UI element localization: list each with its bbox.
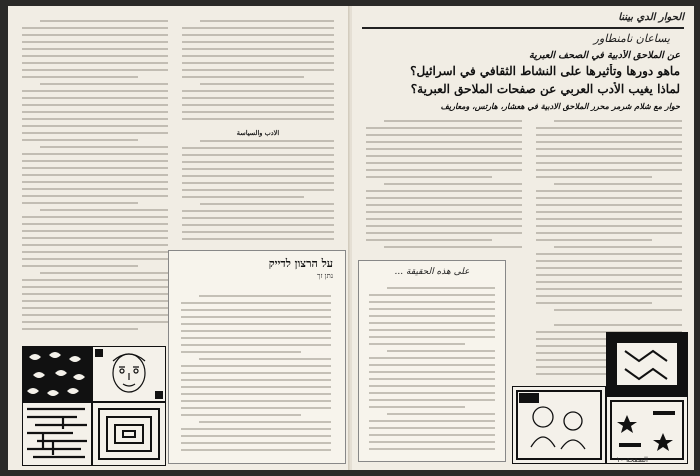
text-line bbox=[182, 104, 334, 106]
text-line bbox=[536, 302, 652, 304]
text-line bbox=[536, 169, 682, 171]
headline-line-4: حوار مع شلام شرمر محرر الملاحق الادبية في هعشار، هارتس، ومعاريف bbox=[440, 101, 680, 111]
text-line bbox=[22, 314, 168, 316]
text-line bbox=[366, 176, 492, 178]
text-line bbox=[384, 183, 522, 185]
illustration-pattern-tile bbox=[606, 332, 688, 396]
text-line bbox=[22, 174, 168, 176]
text-line bbox=[22, 251, 168, 253]
spiral-pattern-icon bbox=[93, 403, 165, 465]
text-line bbox=[22, 328, 138, 330]
text-line bbox=[181, 407, 331, 409]
illustration-spiral-tile bbox=[92, 402, 166, 466]
text-line bbox=[536, 162, 682, 164]
text-line bbox=[369, 329, 495, 331]
text-line bbox=[536, 176, 652, 178]
text-line bbox=[182, 154, 334, 156]
text-line bbox=[369, 434, 495, 436]
text-line bbox=[369, 294, 495, 296]
text-line bbox=[366, 162, 522, 164]
text-line bbox=[369, 315, 495, 317]
text-line bbox=[199, 421, 331, 423]
text-line bbox=[22, 286, 168, 288]
text-line bbox=[181, 449, 331, 451]
text-line bbox=[366, 169, 522, 171]
text-line bbox=[40, 272, 168, 274]
text-line bbox=[182, 62, 334, 64]
section-heading: الادب والسياسة bbox=[236, 129, 280, 137]
text-line bbox=[22, 90, 168, 92]
maze-pattern-icon bbox=[23, 403, 91, 465]
text-line bbox=[22, 293, 168, 295]
text-line bbox=[182, 217, 334, 219]
text-line bbox=[369, 336, 495, 338]
text-line bbox=[536, 281, 682, 283]
text-line bbox=[22, 230, 168, 232]
text-line bbox=[536, 204, 682, 206]
text-line bbox=[369, 378, 495, 380]
text-line bbox=[181, 330, 331, 332]
poem-body bbox=[181, 295, 331, 459]
illustration-stars-tile bbox=[606, 396, 688, 464]
page-number: الصفحة ١٠ bbox=[616, 456, 648, 464]
text-line bbox=[40, 209, 168, 211]
text-line bbox=[22, 41, 168, 43]
text-line bbox=[181, 302, 331, 304]
headline-line-2: ماهو دورها وتأثيرها على النشاط الثقافي في اسرائيل؟ bbox=[410, 64, 680, 78]
text-line bbox=[369, 392, 495, 394]
text-line bbox=[181, 414, 301, 416]
text-line bbox=[182, 210, 334, 212]
text-line bbox=[22, 62, 168, 64]
text-line bbox=[182, 27, 334, 29]
text-line bbox=[536, 218, 682, 220]
text-line bbox=[369, 406, 465, 408]
text-line bbox=[182, 69, 334, 71]
text-line bbox=[182, 238, 334, 240]
text-line bbox=[200, 140, 334, 142]
text-line bbox=[200, 203, 334, 205]
text-line bbox=[182, 76, 304, 78]
text-line bbox=[181, 372, 331, 374]
geometric-pattern-icon bbox=[607, 333, 687, 395]
text-line bbox=[387, 350, 495, 352]
text-line bbox=[181, 393, 331, 395]
text-line bbox=[182, 168, 334, 170]
text-line bbox=[40, 83, 168, 85]
text-line bbox=[366, 190, 522, 192]
text-line bbox=[22, 216, 168, 218]
text-line bbox=[384, 246, 522, 248]
left-page bbox=[8, 6, 351, 470]
people-illustration-icon bbox=[513, 387, 605, 463]
text-line bbox=[181, 309, 331, 311]
text-line bbox=[387, 287, 495, 289]
text-line bbox=[536, 155, 682, 157]
text-line bbox=[22, 181, 168, 183]
text-line bbox=[369, 301, 495, 303]
text-line bbox=[22, 300, 168, 302]
text-line bbox=[181, 351, 301, 353]
text-line bbox=[22, 34, 168, 36]
text-line bbox=[536, 127, 682, 129]
text-line bbox=[366, 148, 522, 150]
text-line bbox=[22, 48, 168, 50]
text-line bbox=[181, 442, 331, 444]
text-line bbox=[536, 288, 682, 290]
text-line bbox=[182, 111, 334, 113]
text-line bbox=[199, 358, 331, 360]
text-line bbox=[22, 188, 168, 190]
text-line bbox=[181, 337, 331, 339]
text-line bbox=[366, 134, 522, 136]
text-line bbox=[182, 224, 334, 226]
text-line bbox=[22, 55, 168, 57]
text-line bbox=[181, 323, 331, 325]
text-line bbox=[22, 279, 168, 281]
text-line bbox=[200, 20, 334, 22]
text-line bbox=[384, 120, 522, 122]
text-line bbox=[22, 265, 138, 267]
text-line bbox=[369, 420, 495, 422]
poem-author: נתן זך bbox=[317, 272, 333, 280]
inset-body bbox=[369, 287, 495, 457]
text-line bbox=[22, 237, 168, 239]
text-line bbox=[369, 385, 495, 387]
text-line bbox=[22, 195, 168, 197]
text-line bbox=[369, 441, 495, 443]
text-line bbox=[182, 97, 334, 99]
text-line bbox=[22, 97, 168, 99]
right-column-left bbox=[366, 120, 522, 258]
text-line bbox=[369, 343, 465, 345]
illustration-portrait-tile bbox=[92, 346, 166, 402]
text-line bbox=[536, 253, 682, 255]
text-line bbox=[536, 211, 682, 213]
text-line bbox=[182, 48, 334, 50]
text-line bbox=[369, 371, 495, 373]
text-line bbox=[554, 324, 682, 326]
text-line bbox=[22, 27, 168, 29]
text-line bbox=[182, 182, 334, 184]
text-line bbox=[369, 427, 495, 429]
text-line bbox=[366, 225, 522, 227]
headline-line-3: لماذا يغيب الأدب العربي عن صفحات الملاحق العبرية؟ bbox=[410, 82, 680, 96]
text-line bbox=[182, 34, 334, 36]
text-line bbox=[366, 218, 522, 220]
text-line bbox=[369, 357, 495, 359]
text-line bbox=[182, 118, 334, 120]
text-line bbox=[182, 175, 334, 177]
text-line bbox=[554, 246, 682, 248]
illustration-maze-tile bbox=[22, 402, 92, 466]
text-line bbox=[181, 365, 331, 367]
text-line bbox=[22, 258, 168, 260]
inset-title: على هذه الحقيقة ... bbox=[394, 267, 470, 277]
text-line bbox=[366, 232, 522, 234]
text-line bbox=[181, 386, 331, 388]
text-line bbox=[182, 55, 334, 57]
text-line bbox=[536, 274, 682, 276]
text-line bbox=[536, 239, 652, 241]
text-line bbox=[182, 161, 334, 163]
text-line bbox=[22, 132, 168, 134]
left-column-left bbox=[22, 20, 168, 338]
text-line bbox=[554, 183, 682, 185]
text-line bbox=[22, 125, 168, 127]
text-line bbox=[182, 41, 334, 43]
right-column-right bbox=[536, 120, 682, 320]
text-line bbox=[22, 223, 168, 225]
text-line bbox=[181, 344, 331, 346]
illustration-fish-tile bbox=[22, 346, 92, 402]
left-column-right-mid bbox=[182, 140, 334, 248]
running-header: الحوار الدي بيننا bbox=[618, 12, 684, 23]
text-line bbox=[536, 260, 682, 262]
text-line bbox=[182, 147, 334, 149]
text-line bbox=[536, 232, 682, 234]
portrait-icon bbox=[93, 347, 165, 401]
text-line bbox=[181, 435, 331, 437]
text-line bbox=[22, 104, 168, 106]
magazine-spread bbox=[8, 6, 694, 470]
text-line bbox=[366, 127, 522, 129]
text-line bbox=[182, 196, 304, 198]
text-line bbox=[200, 83, 334, 85]
text-line bbox=[366, 204, 522, 206]
left-column-right-top bbox=[182, 20, 334, 126]
text-line bbox=[22, 167, 168, 169]
text-line bbox=[387, 413, 495, 415]
text-line bbox=[366, 239, 492, 241]
text-line bbox=[199, 295, 331, 297]
text-line bbox=[554, 120, 682, 122]
text-line bbox=[181, 316, 331, 318]
text-line bbox=[181, 428, 331, 430]
poem-title: על הרצון לדייק bbox=[268, 257, 333, 270]
text-line bbox=[554, 309, 682, 311]
text-line bbox=[22, 118, 168, 120]
text-line bbox=[22, 153, 168, 155]
text-line bbox=[22, 139, 138, 141]
text-line bbox=[536, 295, 682, 297]
text-line bbox=[369, 364, 495, 366]
text-line bbox=[536, 134, 682, 136]
text-line bbox=[22, 244, 168, 246]
text-line bbox=[182, 231, 334, 233]
text-line bbox=[536, 197, 682, 199]
text-line bbox=[366, 155, 522, 157]
text-line bbox=[369, 448, 495, 450]
fish-pattern-icon bbox=[23, 347, 91, 401]
text-line bbox=[369, 322, 495, 324]
text-line bbox=[22, 69, 168, 71]
text-line bbox=[40, 146, 168, 148]
text-line bbox=[536, 225, 682, 227]
text-line bbox=[22, 111, 168, 113]
text-line bbox=[22, 202, 138, 204]
text-line bbox=[536, 267, 682, 269]
stars-pattern-icon bbox=[607, 397, 687, 463]
text-line bbox=[22, 321, 168, 323]
text-line bbox=[366, 141, 522, 143]
text-line bbox=[369, 308, 495, 310]
right-page bbox=[352, 6, 694, 470]
inset-box bbox=[358, 260, 506, 462]
text-line bbox=[536, 148, 682, 150]
byline: يساعان نامنطاور bbox=[593, 32, 670, 45]
text-line bbox=[22, 307, 168, 309]
text-line bbox=[182, 189, 334, 191]
text-line bbox=[366, 211, 522, 213]
text-line bbox=[22, 76, 138, 78]
text-line bbox=[366, 197, 522, 199]
text-line bbox=[181, 379, 331, 381]
text-line bbox=[181, 400, 331, 402]
text-line bbox=[369, 399, 495, 401]
headline-line-1: عن الملاحق الأدبية في الصحف العبرية bbox=[529, 50, 680, 61]
text-line bbox=[40, 20, 168, 22]
illustration-people-tile bbox=[512, 386, 606, 464]
text-line bbox=[182, 90, 334, 92]
text-line bbox=[536, 141, 682, 143]
hebrew-poem-box bbox=[168, 250, 346, 464]
header-rule bbox=[362, 27, 684, 29]
text-line bbox=[536, 190, 682, 192]
text-line bbox=[22, 160, 168, 162]
